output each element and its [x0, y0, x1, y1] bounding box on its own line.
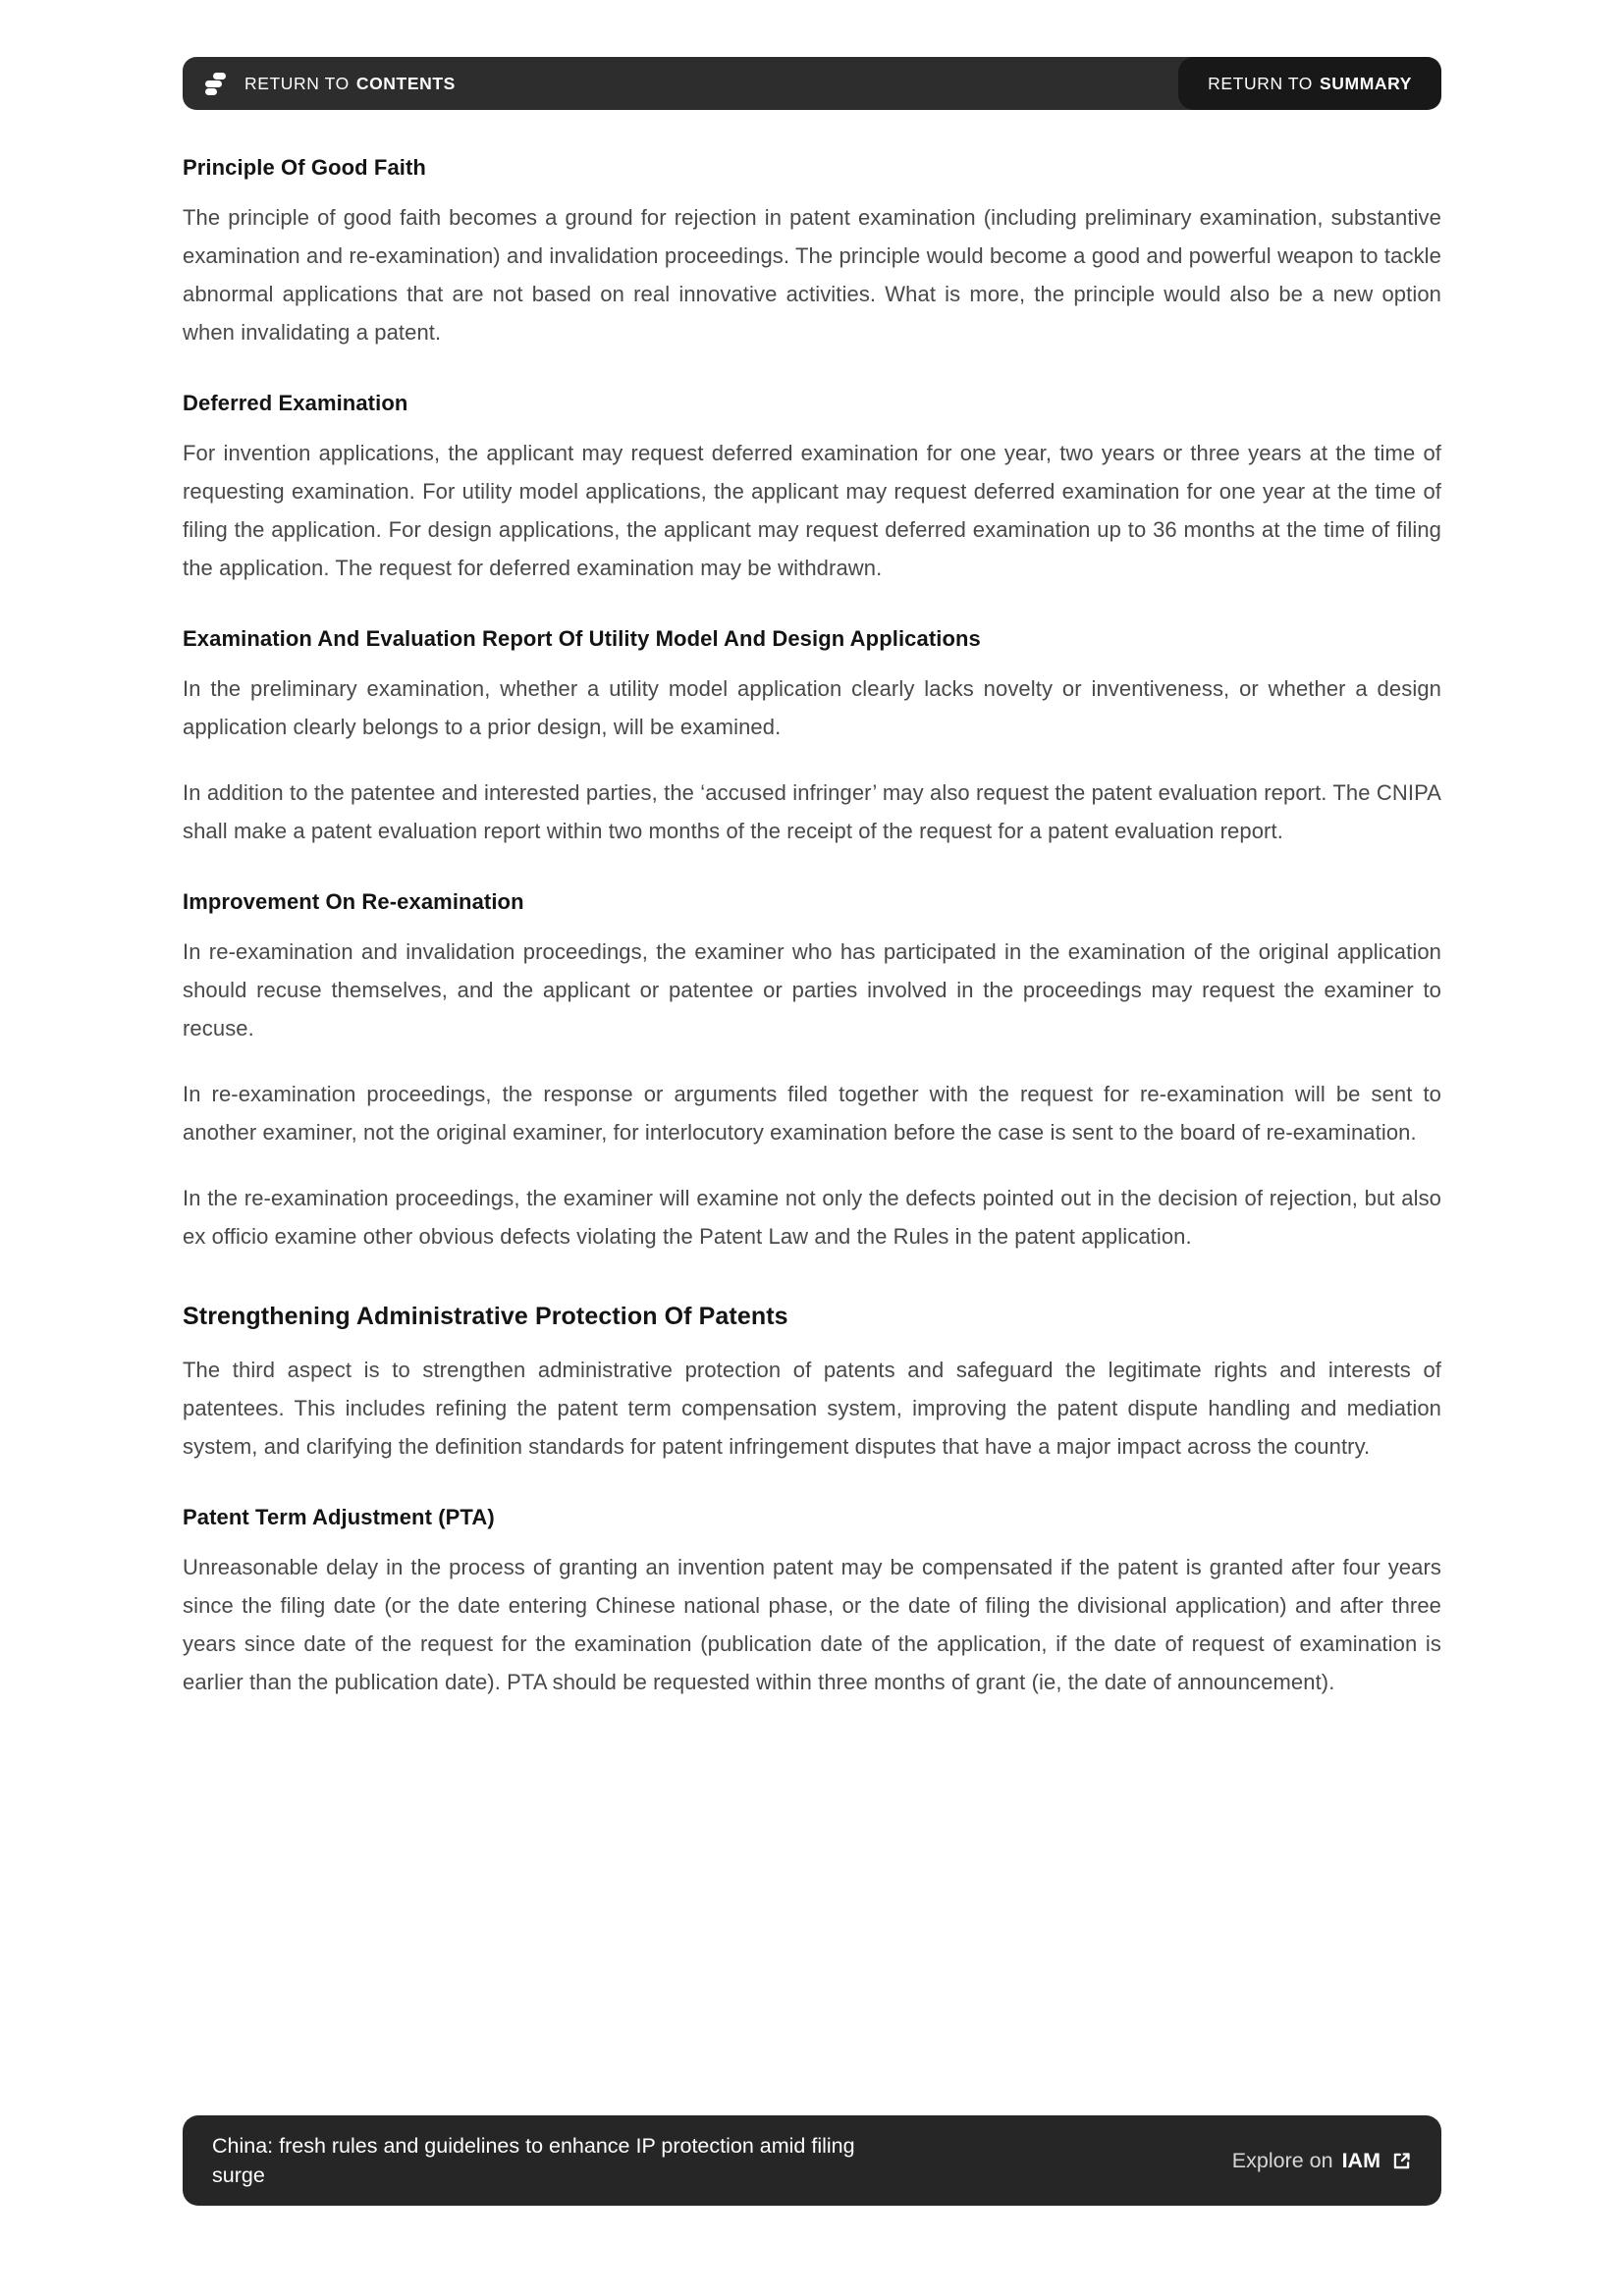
section-heading-deferred-examination: Deferred Examination: [183, 391, 408, 415]
paragraph: In re-examination and invalidation proceedings, the examiner who has participated in the examination of the original application should recuse themselves, and the applicant or patentee or parties involved in the proceedings may request the examiner to recuse.: [183, 939, 1441, 1041]
footer-bar: [183, 2115, 1441, 2206]
paragraph: For invention applications, the applicant may request deferred examination for one year, two years or three years at the time of requesting examination. For utility model applications, the applicant may request deferred examination for one year at the time of filing the application. For design applications, the applicant may request deferred examination up to 36 months at the time of filing the application. The request for deferred examination may be withdrawn.: [183, 441, 1441, 580]
article-content: [183, 0, 1441, 1701]
paragraph: Unreasonable delay in the process of granting an invention patent may be compensated if the patent is granted after four years since the filing date (or the date entering Chinese national phase, or the date of filing the divisional application) and after three years since date of the request for the examination (publication date of the application, if the date of request of examination is earlier than the publication date). PTA should be requested within three months of grant (ie, the date of announcement).: [183, 1555, 1441, 1694]
explore-on-iam-link[interactable]: [1232, 2149, 1412, 2173]
paragraph: The principle of good faith becomes a ground for rejection in patent examination (including preliminary examination, substantive examination and re-examination) and invalidation proceedings. The principle would become a good and powerful weapon to tackle abnormal applications that are not based on real innovative activities. What is more, the principle would also be a new option when invalidating a patent.: [183, 205, 1441, 345]
section-heading-patent-term-adjustment: Patent Term Adjustment (PTA): [183, 1505, 495, 1529]
iam-brand-label: IAM: [1341, 2148, 1380, 2172]
article-title: China: fresh rules and guidelines to enhance IP protection amid filing surge: [212, 2134, 855, 2187]
external-link-icon: [1391, 2151, 1412, 2171]
return-to-contents-link[interactable]: [183, 72, 456, 95]
explore-on-label: Explore on: [1231, 2148, 1333, 2172]
return-to-summary-prefix: RETURN TO: [1208, 73, 1314, 93]
return-to-summary-target: SUMMARY: [1320, 73, 1412, 93]
top-navigation-bar: [183, 57, 1441, 110]
paragraph: In the preliminary examination, whether a utility model application clearly lacks novelty or inventiveness, or whether a design application clearly belongs to a prior design, will be examined.: [183, 676, 1441, 739]
section-heading-improvement-on-re-examination: Improvement On Re-examination: [183, 889, 524, 914]
paragraph: In re-examination proceedings, the response or arguments filed together with the request for re-examination will be sent to another examiner, not the original examiner, for interlocutory examination before the case is sent to the board of re-examination.: [183, 1082, 1441, 1145]
section-heading-examination-and-evaluation-report: Examination And Evaluation Report Of Utility Model And Design Applications: [183, 626, 981, 651]
paragraph: In the re-examination proceedings, the examiner will examine not only the defects pointed out in the decision of rejection, but also ex officio examine other obvious defects violating the Patent Law and the Rules in the patent application.: [183, 1186, 1441, 1249]
return-to-contents-target: CONTENTS: [355, 73, 456, 93]
paragraph: The third aspect is to strengthen administrative protection of patents and safeguard the legitimate rights and interests of patentees. This includes refining the patent term compensation system, improving the patent dispute handling and mediation system, and clarifying the definition standards for patent infringement disputes that have a major impact across the country.: [183, 1358, 1441, 1459]
paragraph: In addition to the patentee and interested parties, the ‘accused infringer’ may also request the patent evaluation report. The CNIPA shall make a patent evaluation report within two months of the receipt of the request for a patent evaluation report.: [183, 780, 1441, 843]
section-heading-strengthening-administrative-protection: Strengthening Administrative Protection Of Patents: [183, 1303, 788, 1330]
section-heading-principle-of-good-faith: Principle Of Good Faith: [183, 155, 426, 180]
return-to-summary-link[interactable]: [1178, 57, 1441, 110]
return-to-contents-prefix: RETURN TO: [244, 73, 350, 93]
list-icon: [204, 72, 229, 95]
